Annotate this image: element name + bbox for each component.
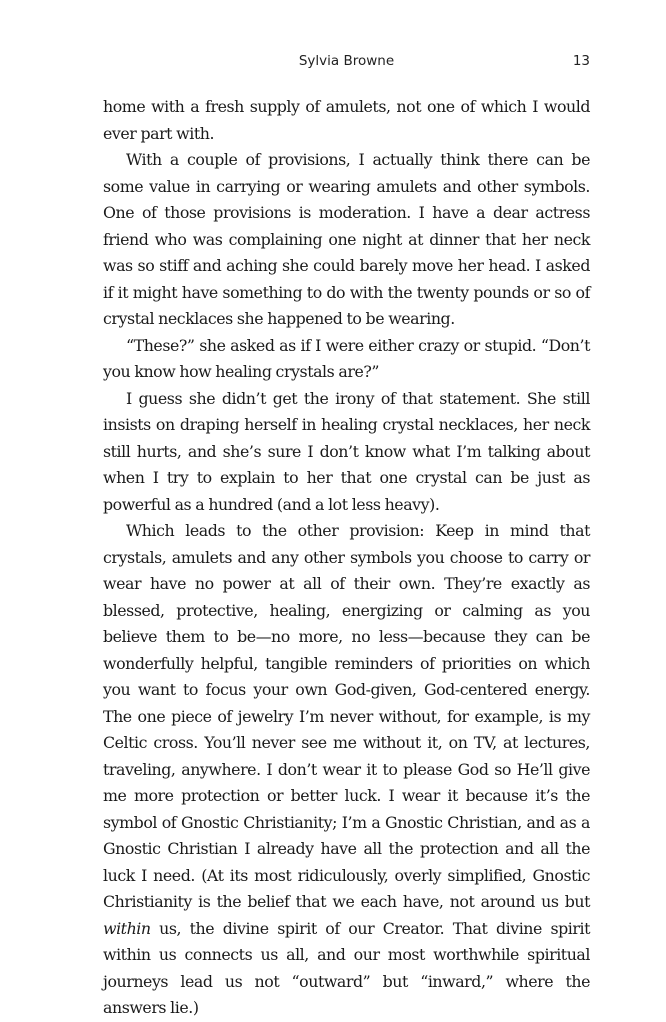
running-header xyxy=(103,53,590,73)
running-header-author: Sylvia Browne xyxy=(298,53,395,69)
paragraph: With a couple of provisions, I actually think there can be some value in carrying or wearing amulets and other symbols. One of those provisions is moderation. I have a dear actress friend who was complaining one night at dinner that her neck was so stiff and aching she could barely move her head. I asked if it might have something to do with the twenty pounds or so of crystal necklaces she happened to be wearing. xyxy=(103,150,590,328)
paragraph-text: us, the divine spirit of our Creator. That divine spirit within us connects us all, and our most worthwhile spiritual journeys lead us not “outward” but “inward,” where the answers lie.) xyxy=(103,918,590,1017)
emphasized-word: within xyxy=(103,918,151,938)
paragraph-text: Which leads to the other provision: Keep in mind that crystals, amulets and any other symbols you choose to carry or wear have no power at all of their own. They’re exactly as blessed, protective, healing, energizing or calming as you believe them to be—no more, no less—because they can be wonderfully helpful, tangible reminders of priorities on which you want to focus your own God-given, God-centered energy. The one piece of jewelry I’m never without, for example, is my Celtic cross. You’ll never see me without it, on TV, at lectures, traveling, anywhere. I don’t wear it to please God so He’ll give me more protection or better luck. I wear it because it’s the symbol of Gnostic Christianity; I’m a Gnostic Christian, and as a Gnostic Christian I already have all the protection and all the luck I need. (At its most ridiculously, overly simplified, Gnostic Christianity is the belief that we each have, not around us but xyxy=(103,521,590,911)
paragraph-continued: home with a fresh supply of amulets, not one of which I would ever part with. xyxy=(103,97,590,143)
body-text xyxy=(103,94,590,1022)
paragraph xyxy=(103,518,590,1022)
paragraph: I guess she didn’t get the irony of that statement. She still insists on draping herself in healing crystal necklaces, her neck still hurts, and she’s sure I don’t know what I’m talking about when I try to explain to her that one crystal can be just as powerful as a hundred (and a lot less heavy). xyxy=(103,388,590,514)
page-number: 13 xyxy=(572,53,590,69)
paragraph: “These?” she asked as if I were either crazy or stupid. “Don’t you know how healing crystals are?” xyxy=(103,335,590,381)
